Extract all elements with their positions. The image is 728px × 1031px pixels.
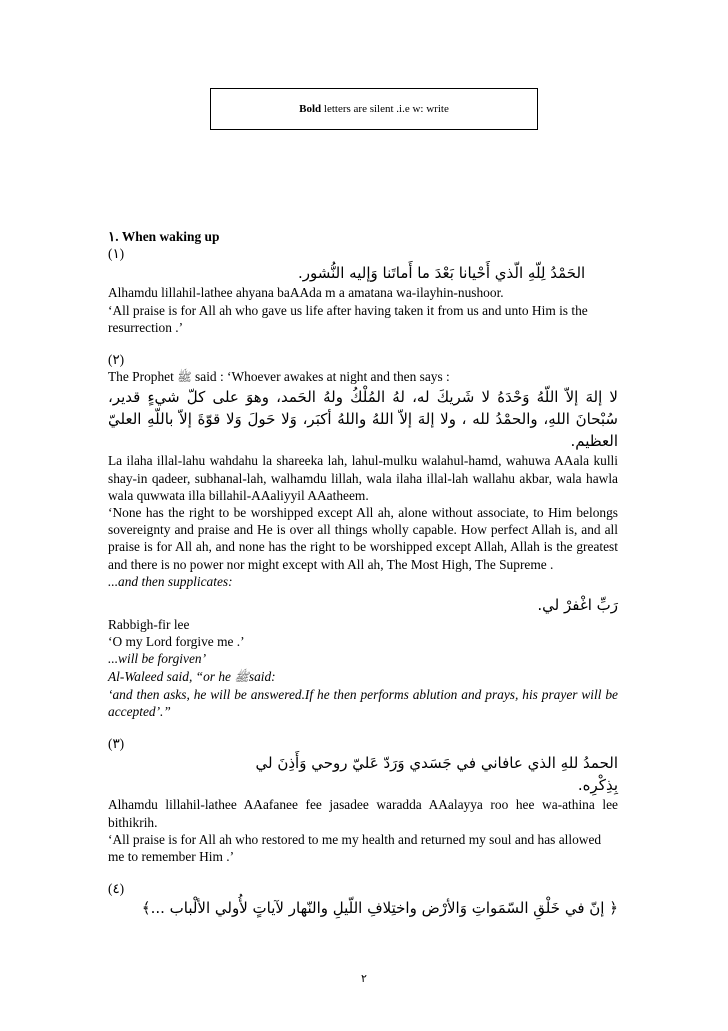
waleed-start: Al-Waleed said, “or he — [108, 668, 231, 684]
note-text: letters are silent .i.e w: write — [321, 103, 449, 115]
translation-2: ‘None has the right to be worshipped except All ah, alone without associate, to Him belongs sovereignty and praise and He is over all things wholly capable. How perfect Allah is, and all praise is for All ah, and none has the right to be worshipped except Allah, Allah is the greatest and there is no power nor might except with All ah, The Most High, The Supreme . — [108, 505, 618, 572]
document-body — [108, 228, 618, 919]
item-number-3: (٣) — [108, 736, 125, 752]
item-number-4: (٤) — [108, 881, 125, 897]
pronunciation-note-box — [210, 88, 538, 130]
supplicates-line: ...and then supplicates: — [108, 573, 233, 589]
arabic-dua-1: الحَمْدُ لِلّهِ الّذي أَحْيانا بَعْدَ ما أَماتَنا وَإليه النُّشور. — [298, 264, 586, 283]
item-number-1: (١) — [108, 246, 125, 262]
translation-3: ‘All praise is for All ah who restored to me my health and returned my soul and has allowed me to remember Him .’ — [108, 831, 602, 865]
honorific-icon: ﷺ — [234, 669, 249, 684]
arabic-dua-2b: رَبِّ اغْفرْ لي. — [537, 596, 618, 615]
transliteration-2b: Rabbigh-fir lee — [108, 617, 190, 633]
page-number: ٢ — [361, 972, 367, 985]
translation-2b: ‘O my Lord forgive me .’ — [108, 634, 245, 650]
transliteration-1: Alhamdu lillahil-lathee ahyana baAAda m a amatana wa-ilayhin-nushoor. — [108, 285, 504, 301]
transliteration-2: La ilaha illal-lahu wahdahu la shareeka lah, lahul-mulku walahul-hamd, wahuwa AAala kulli shay-in qadeer, subhanal-lah, walhamdu lillah, wala ilaha illal-lah wallahu akbar, wala hawla wala quwwata illa billahil-AAaliyyil AAatheem. — [108, 453, 618, 503]
intro-end: said : ‘Whoever awakes at night and then says : — [195, 369, 450, 385]
waleed-end: said: — [248, 668, 276, 684]
section-heading: ١. When waking up — [108, 229, 220, 244]
spacer — [108, 865, 618, 880]
hadith-intro — [108, 368, 618, 386]
note-bold-word: Bold — [299, 103, 322, 115]
honorific-icon: ﷺ — [177, 370, 192, 385]
item-number-2: (٢) — [108, 352, 125, 368]
intro-start: The Prophet — [108, 369, 174, 385]
quran-verse-4: ﴿ إنّ في خَلْقِ السّمَواتِ وَالأرْض واختِلافِ اللّيلِ والنّهار لآياتٍ لأُولي الألْباب ...﴾ — [141, 899, 618, 918]
spacer — [108, 720, 618, 735]
transliteration-3: Alhamdu lillahil-lathee AAafanee fee jasadee waradda AAalayya roo hee wa-athina lee bithikrih. — [108, 797, 618, 830]
arabic-dua-3: الحمدُ للهِ الذي عافاني في جَسَدي وَرَدّ عَليّ روحي وَأَذِنَ لي بِذِكْرِه. — [255, 754, 618, 795]
arabic-dua-2: لا إلهَ إلاّ اللّهُ وَحْدَهُ لا شَريكَ له، لهُ المُلْكُ ولهُ الحَمد، وهوَ على كلّ شيءٍ قدير، سُبْحانَ اللهِ، والحمْدُ لله ، ولا إلهَ إلاّ اللهُ واللهُ أكبَر، وَلا حَولَ وَلا قوّةَ إلاّ باللّهِ العليّ العظيم. — [108, 388, 618, 451]
translation-1: ‘All praise is for All ah who gave us life after having taken it from us and unto Him is the resurrection .’ — [108, 302, 588, 335]
answered-line: ‘and then asks, he will be answered.If he then performs ablution and prays, his prayer will be accepted’.” — [108, 686, 618, 720]
waleed-line — [108, 668, 618, 686]
forgiven-line: ...will be forgiven’ — [108, 651, 207, 667]
spacer — [108, 336, 618, 351]
